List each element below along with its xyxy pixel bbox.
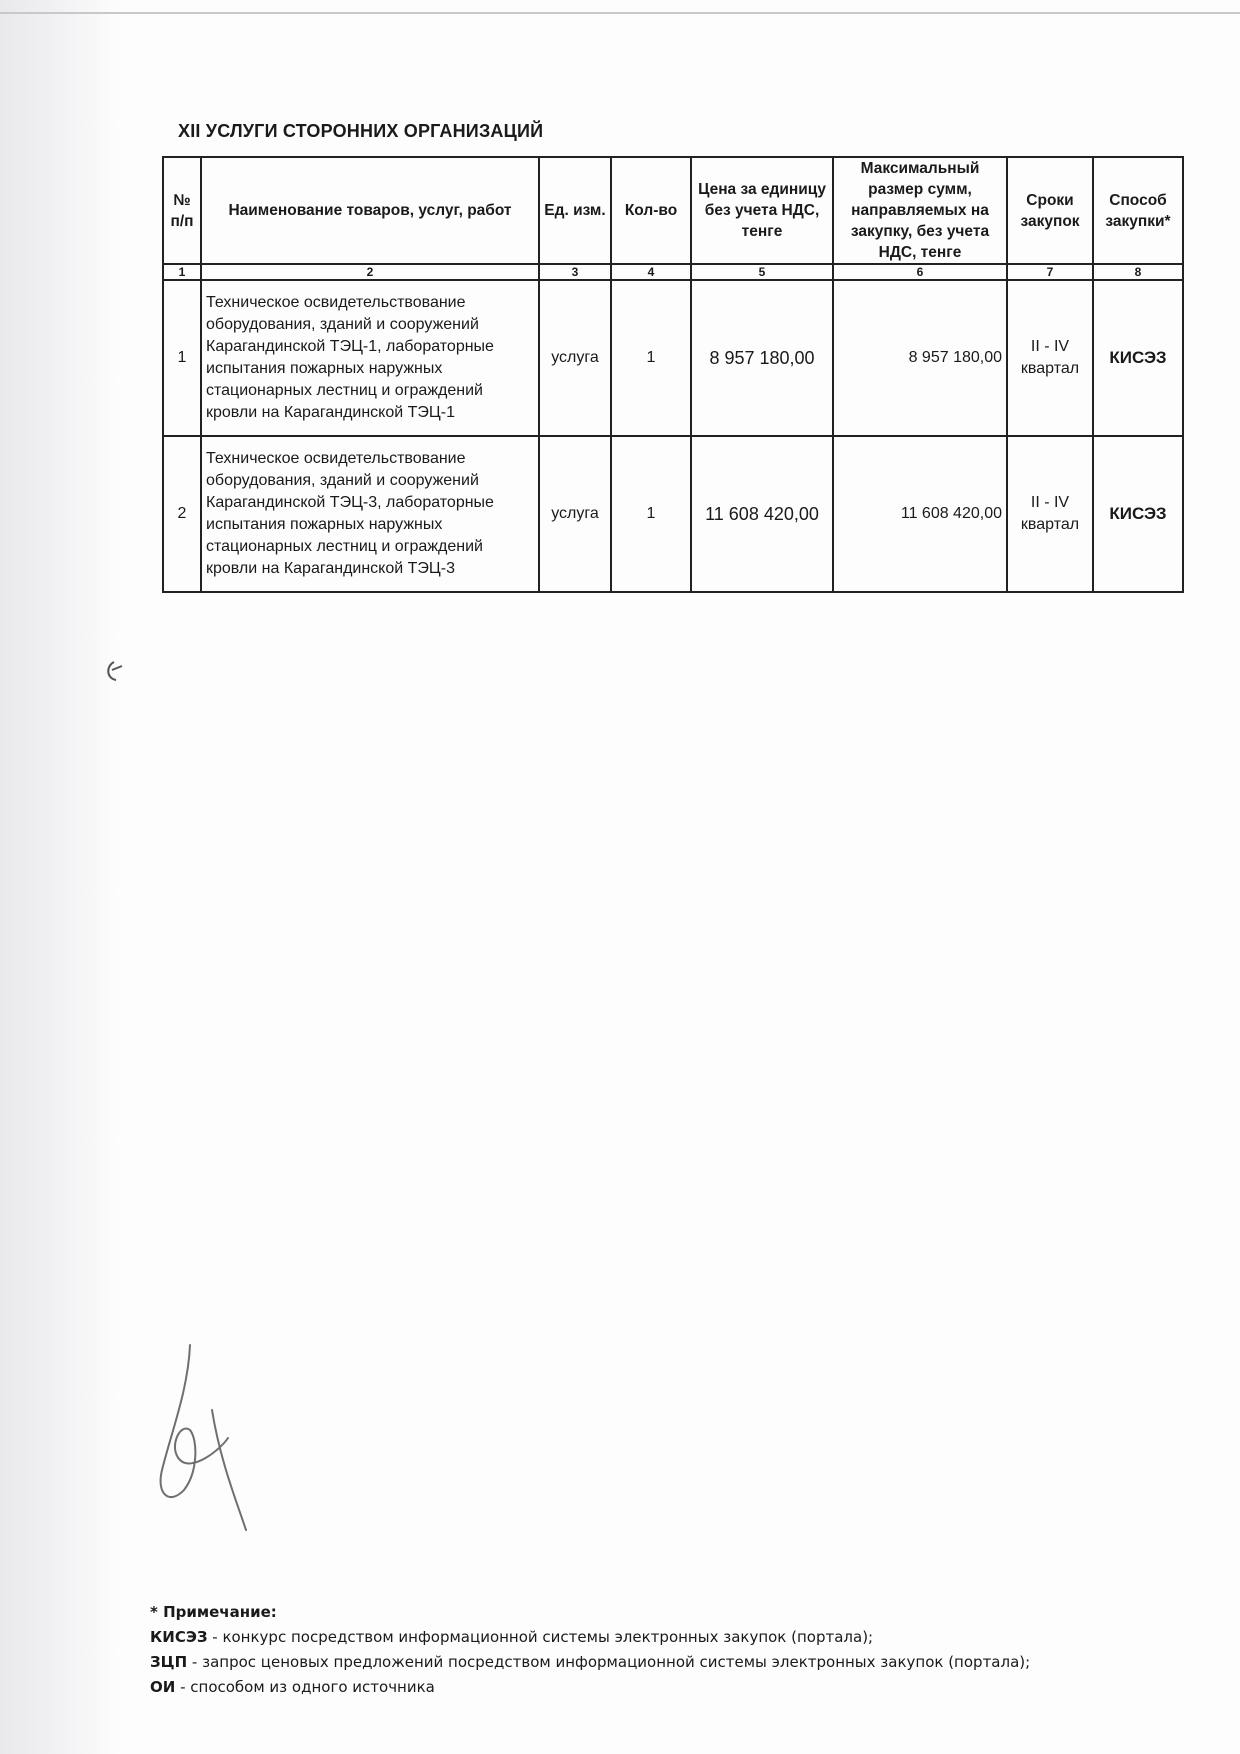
footnote-item [150, 1625, 1030, 1650]
header-cell: Максимальный размер сумм, направляемых на закупку, без учета НДС, тенге [833, 157, 1007, 264]
column-number: 6 [833, 264, 1007, 280]
header-cell: № п/п [163, 157, 201, 264]
column-number: 4 [611, 264, 691, 280]
max-sum: 11 608 420,00 [833, 436, 1007, 592]
header-cell: Наименование товаров, услуг, работ [201, 157, 539, 264]
item-name: Техническое освидетельствование оборудования, зданий и сооружений Карагандинской ТЭЦ-1, лабораторные испытания пожарных наружных стационарных лестниц и ограждений кровли на Карагандинской ТЭЦ-1 [201, 280, 539, 436]
procurement-term: II - IV квартал [1007, 280, 1093, 436]
footnote-title: * Примечание: [150, 1603, 277, 1621]
table-row [163, 436, 1183, 592]
procurement-table [162, 156, 1184, 593]
handwritten-signature [150, 1330, 260, 1560]
row-number: 2 [163, 436, 201, 592]
unit: услуга [539, 436, 611, 592]
row-number: 1 [163, 280, 201, 436]
column-number: 7 [1007, 264, 1093, 280]
page-edge-shadow [0, 0, 120, 1754]
header-cell: Ед. изм. [539, 157, 611, 264]
unit-price: 11 608 420,00 [691, 436, 833, 592]
footnote-item [150, 1650, 1030, 1675]
quantity: 1 [611, 436, 691, 592]
procurement-method: КИСЭЗ [1093, 280, 1183, 436]
column-number-row [163, 264, 1183, 280]
header-row [163, 157, 1183, 264]
unit: услуга [539, 280, 611, 436]
table-row [163, 280, 1183, 436]
footnote-abbr: ЗЦП [150, 1653, 188, 1671]
header-cell: Сроки закупок [1007, 157, 1093, 264]
item-name: Техническое освидетельствование оборудования, зданий и сооружений Карагандинской ТЭЦ-3, лабораторные испытания пожарных наружных стационарных лестниц и ограждений кровли на Карагандинской ТЭЦ-3 [201, 436, 539, 592]
footnote-text: - конкурс посредством информационной системы электронных закупок (портала); [207, 1628, 874, 1646]
unit-price: 8 957 180,00 [691, 280, 833, 436]
footnote-text: - запрос ценовых предложений посредством информационной системы электронных закупок (портала); [187, 1653, 1031, 1671]
footnote-abbr: ОИ [150, 1678, 176, 1696]
footnote-abbr: КИСЭЗ [150, 1628, 208, 1646]
column-number: 3 [539, 264, 611, 280]
column-number: 5 [691, 264, 833, 280]
header-cell: Способ закупки* [1093, 157, 1183, 264]
column-number: 1 [163, 264, 201, 280]
header-cell: Цена за единицу без учета НДС, тенге [691, 157, 833, 264]
footnote [150, 1600, 1030, 1700]
footnote-text: - способом из одного источника [175, 1678, 435, 1696]
quantity: 1 [611, 280, 691, 436]
margin-mark [100, 658, 140, 688]
header-cell: Кол-во [611, 157, 691, 264]
column-number: 8 [1093, 264, 1183, 280]
procurement-term: II - IV квартал [1007, 436, 1093, 592]
max-sum: 8 957 180,00 [833, 280, 1007, 436]
column-number: 2 [201, 264, 539, 280]
procurement-method: КИСЭЗ [1093, 436, 1183, 592]
section-title: XII УСЛУГИ СТОРОННИХ ОРГАНИЗАЦИЙ [178, 121, 544, 141]
footnote-item [150, 1675, 1030, 1700]
page-top-edge [0, 12, 1240, 14]
